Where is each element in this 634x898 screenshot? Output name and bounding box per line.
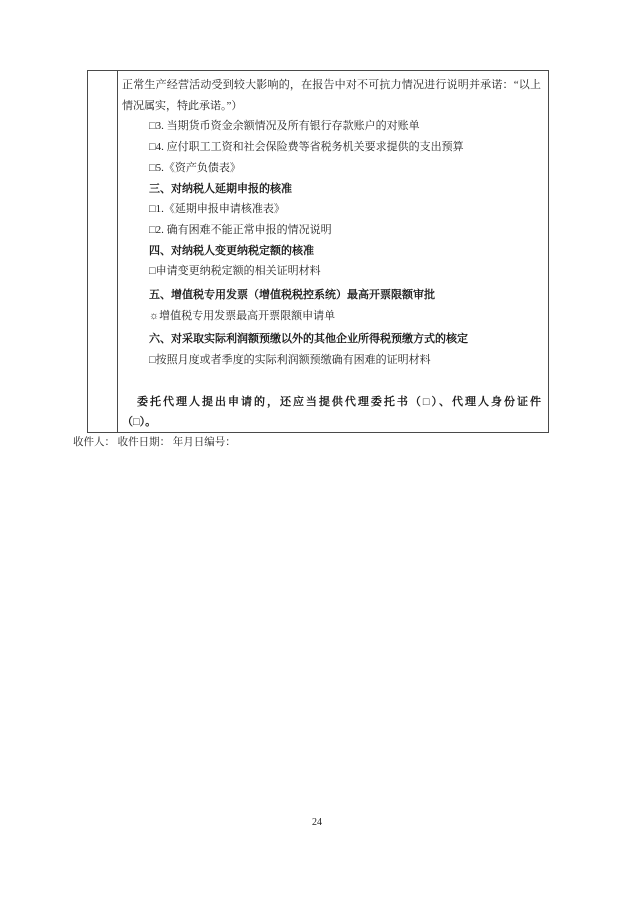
page-number: 24 bbox=[312, 817, 322, 828]
sun-bullet-icon: ☼ bbox=[149, 309, 160, 322]
table-text-line: 正常生产经营活动受到较大影响的，在报告中对不可抗力情况进行说明并承诺：“以上 bbox=[122, 79, 541, 91]
checkbox-icon: □ bbox=[149, 265, 156, 278]
table-text-line: 五、增值税专用发票（增值税税控系统）最高开票限额审批 bbox=[149, 289, 435, 302]
table-text-line: □1.《延期申报申请核准表》 bbox=[149, 203, 285, 216]
checkbox-icon: □ bbox=[149, 161, 156, 174]
checkbox-icon: □ bbox=[149, 141, 156, 154]
table-empty-left-cell bbox=[88, 71, 118, 432]
receipt-info-line: 收件人： 收件日期： 年月日编号： bbox=[73, 437, 236, 448]
table-text-line: 四、对纳税人变更纳税定额的核准 bbox=[149, 244, 314, 257]
table-text-line: 委托代理人提出申请的，还应当提供代理委托书（□）、代理人身份证件 bbox=[137, 395, 541, 408]
blank-line bbox=[122, 371, 541, 392]
table-text-line: 六、对采取实际利润额预缴以外的其他企业所得税预缴方式的核定 bbox=[149, 333, 468, 346]
table-text-line: 情况属实，特此承诺。”） bbox=[122, 99, 243, 112]
checkbox-icon: □ bbox=[149, 223, 156, 236]
table-text-line: □4. 应付职工工资和社会保险费等省税务机关要求提供的支出预算 bbox=[149, 141, 464, 154]
table-text-line: □5.《资产负债表》 bbox=[149, 161, 241, 174]
checkbox-icon: □ bbox=[149, 203, 156, 216]
table-text-line: ☼增值税专用发票最高开票限额申请单 bbox=[149, 309, 336, 322]
application-materials-table bbox=[87, 70, 549, 433]
table-text-line: （□）。 bbox=[122, 416, 157, 429]
table-text-line: □3. 当期货币资金余额情况及所有银行存款账户的对账单 bbox=[149, 120, 420, 133]
table-text-line: □申请变更纳税定额的相关证明材料 bbox=[149, 265, 321, 278]
table-content-cell bbox=[118, 71, 548, 432]
table-text-line: □2. 确有困难不能正常申报的情况说明 bbox=[149, 223, 332, 236]
table-text-line: 三、对纳税人延期申报的核准 bbox=[149, 182, 292, 195]
table-text-line: □按照月度或者季度的实际利润额预缴确有困难的证明材料 bbox=[149, 354, 431, 367]
checkbox-icon: □ bbox=[149, 354, 156, 367]
checkbox-icon: □ bbox=[149, 120, 156, 133]
